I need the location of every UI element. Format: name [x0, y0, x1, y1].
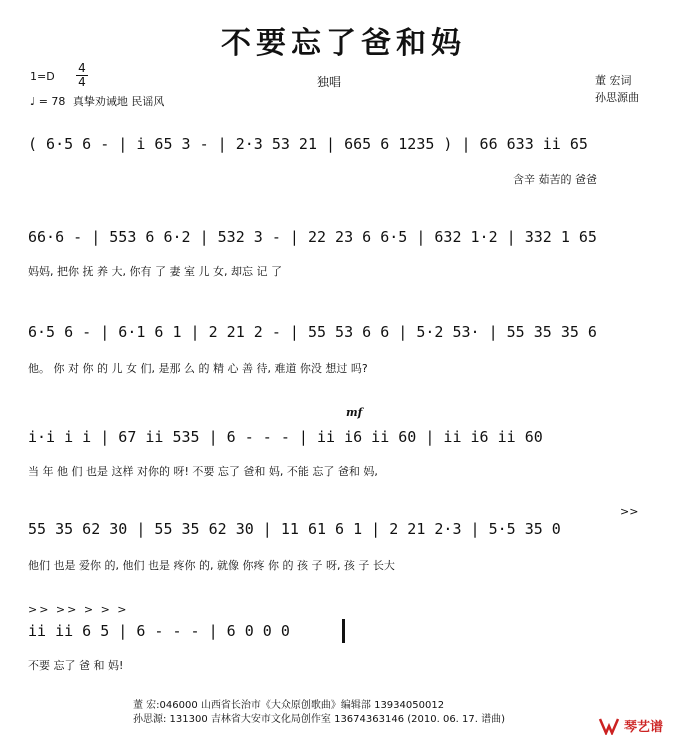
lyric-line-3: 他。 你 对 你 的 儿 女 们, 是那 么 的 精 心 善 待, 难道 你没 想过 吗? — [28, 362, 368, 375]
time-signature — [76, 62, 88, 89]
final-barline — [342, 619, 345, 643]
tempo-marking — [30, 93, 164, 109]
lyric-line-6: 不要 忘了 爸 和 妈! — [28, 659, 124, 672]
lyric-line-1: 含辛 茹苦的 爸爸 — [513, 173, 597, 186]
lyric-line-2: 妈妈, 把你 抚 养 大, 你有 了 妻 室 儿 女, 却忘 记 了 — [28, 265, 282, 278]
notation-line-5: 55 35 62 30 | 55 35 62 30 | 11 61 6 1 | 2 21 2·3 | 5·5 35 0 — [28, 520, 561, 538]
footer-contact-lyricist: 董 宏:046000 山西省长治市《大众原创歌曲》编辑部 13934050012 — [133, 700, 445, 711]
notation-line-1: ( 6·5 6 - | i 65 3 - | 2·3 53 21 | 665 6 1235 ) | 66 633 ii 65 — [28, 135, 588, 153]
accent-marks-final: >> >> > > > — [28, 603, 129, 616]
key-signature: 1=D — [30, 70, 55, 83]
footer-contact-composer: 孙思源: 131300 吉林省大安市文化局创作室 13674363146 (2010. 06. 17. 谱曲) — [133, 714, 506, 725]
song-title: 不要忘了爸和妈 — [221, 26, 466, 61]
composer-credit: 孙思源曲 — [595, 91, 639, 104]
accent-marks: >> — [620, 505, 639, 518]
tempo-value: = 78 — [38, 95, 66, 108]
dynamic-marking: mf — [346, 406, 363, 419]
quarter-note-icon: ♩ — [30, 95, 36, 108]
logo-text: 琴艺谱 — [624, 720, 664, 735]
lyric-line-4: 当 年 他 们 也是 这样 对你的 呀! 不要 忘了 爸和 妈, 不能 忘了 爸和 妈, — [28, 465, 378, 478]
logo-icon — [598, 717, 620, 735]
time-signature-top: 4 — [78, 61, 86, 75]
performance-type: 独唱 — [317, 75, 342, 89]
time-signature-bottom: 4 — [76, 75, 88, 89]
notation-line-3: 6·5 6 - | 6·1 6 1 | 2 21 2 - | 55 53 6 6 | 5·2 53· | 55 35 35 6 — [28, 323, 597, 341]
notation-line-4: i·i i i | 67 ii 535 | 6 - - - | ii i6 ii 60 | ii i6 ii 60 — [28, 428, 543, 446]
expression-marking: 真挚劝诫地 民谣风 — [72, 95, 165, 108]
site-logo — [598, 716, 663, 735]
lyric-line-5: 他们 也是 爱你 的, 他们 也是 疼你 的, 就像 你疼 你 的 孩 子 呀, 孩 子 长大 — [28, 559, 395, 572]
notation-line-6: ii ii 6 5 | 6 - - - | 6 0 0 0 — [28, 622, 290, 640]
lyricist-credit: 董 宏词 — [595, 74, 632, 87]
notation-line-2: 66·6 - | 553 6 6·2 | 532 3 - | 22 23 6 6·5 | 632 1·2 | 332 1 65 — [28, 228, 597, 246]
